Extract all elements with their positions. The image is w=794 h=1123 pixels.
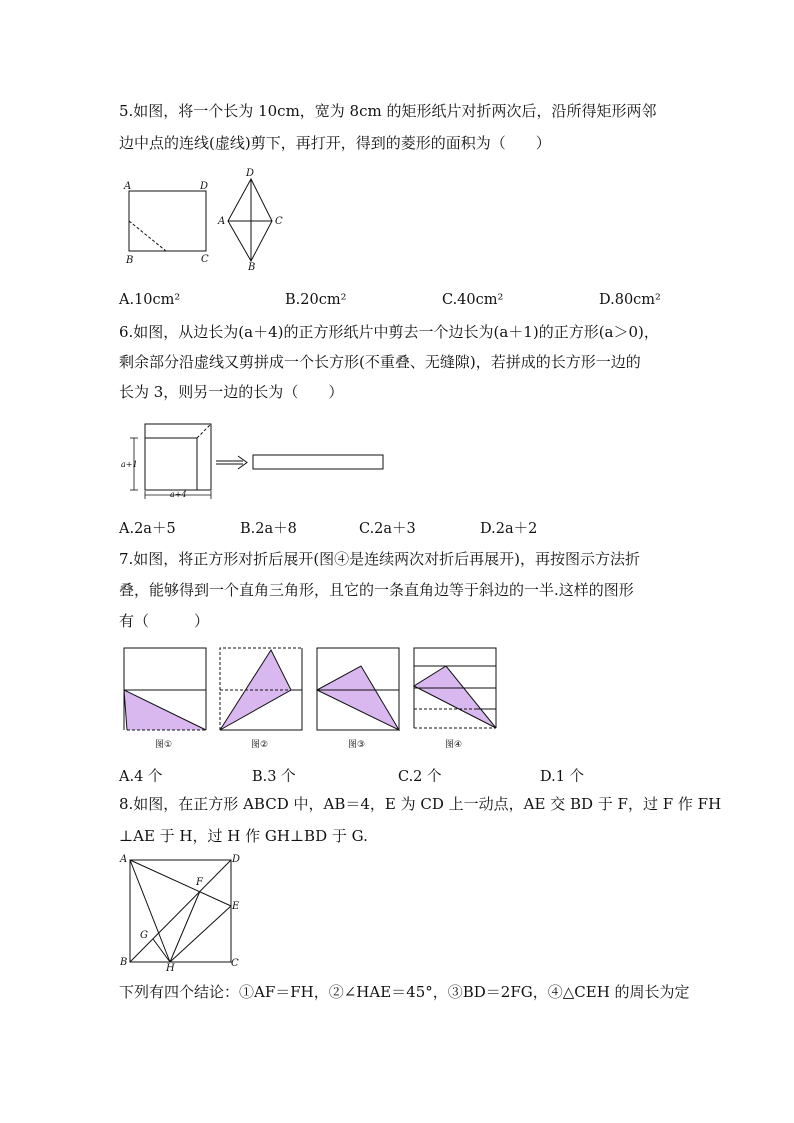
q5-rhombus-label-c: C	[275, 216, 283, 227]
q8-label-b: B	[120, 957, 128, 968]
q8-text-line2: ⊥AE 于 H，过 H 作 GH⊥BD 于 G.	[119, 827, 368, 845]
q8-text-line1: 8.如图，在正方形 ABCD 中，AB＝4，E 为 CD 上一动点，AE 交 BD 于 F，过 F 作 FH	[119, 795, 722, 813]
q7-text-line3: 有（ ）	[119, 612, 210, 630]
q5-option-b[interactable]: B.20cm²	[285, 292, 347, 308]
q7-figure-1	[124, 648, 210, 753]
q7-option-d[interactable]: D.1 个	[540, 769, 585, 785]
q5-rhombus-label-d: D	[246, 168, 255, 179]
q6-option-b[interactable]: B.2a＋8	[240, 521, 297, 537]
q5-option-d[interactable]: D.80cm²	[599, 292, 661, 308]
q5-rect-label-b: B	[126, 255, 134, 266]
q6-square-figure	[118, 418, 388, 503]
q5-rect-label-d: D	[200, 181, 209, 192]
q6-text-line3: 长为 3，则另一边的长为（ ）	[119, 383, 344, 401]
q8-label-c: C	[231, 958, 239, 969]
q7-option-c[interactable]: C.2 个	[398, 769, 442, 785]
q7-option-b[interactable]: B.3 个	[252, 769, 296, 785]
q8-label-e: E	[232, 901, 240, 912]
q6-option-c[interactable]: C.2a＋3	[359, 521, 416, 537]
q6-text-line2: 剩余部分沿虚线又剪拼成一个长方形(不重叠、无缝隙)，若拼成的长方形一边的	[119, 353, 641, 371]
q5-option-a[interactable]: A.10cm²	[119, 292, 181, 308]
q7-figure-3	[317, 648, 403, 753]
q8-label-g: G	[140, 930, 148, 941]
q7-caption-4: 图④	[445, 740, 463, 750]
q8-label-a: A	[120, 854, 128, 865]
q7-figure-4	[414, 648, 500, 753]
q8-label-h: H	[166, 963, 175, 974]
q5-rhombus-label-b: B	[248, 262, 256, 273]
q7-caption-1: 图①	[155, 740, 173, 750]
q5-rhombus-label-a: A	[218, 216, 226, 227]
q5-option-c[interactable]: C.40cm²	[442, 292, 504, 308]
q8-text-line3: 下列有四个结论：①AF＝FH，②∠HAE＝45°，③BD＝2FG，④△CEH 的周长为定	[119, 983, 690, 1001]
q5-text-line1: 5.如图，将一个长为 10cm，宽为 8cm 的矩形纸片对折两次后，沿所得矩形两邻	[119, 102, 657, 120]
q6-option-d[interactable]: D.2a＋2	[480, 521, 538, 537]
q6-text-line1: 6.如图，从边长为(a＋4)的正方形纸片中剪去一个边长为(a＋1)的正方形(a＞0)，	[119, 323, 659, 341]
q6-label-bottom: a+4	[170, 490, 187, 499]
q5-rect-label-a: A	[124, 181, 132, 192]
q6-option-a[interactable]: A.2a＋5	[119, 521, 176, 537]
q5-rhombus-figure	[216, 166, 286, 271]
q7-figure-2	[220, 648, 306, 753]
q5-rectangle-figure	[118, 178, 218, 268]
q6-label-side: a+1	[121, 460, 138, 469]
q7-caption-2: 图②	[251, 740, 269, 750]
q7-text-line2: 叠，能够得到一个直角三角形，且它的一条直角边等于斜边的一半.这样的图形	[119, 581, 634, 599]
q7-caption-3: 图③	[348, 740, 366, 750]
q7-text-line1: 7.如图，将正方形对折后展开(图④是连续两次对折后再展开)，再按图示方法折	[119, 550, 641, 568]
q8-square-figure	[118, 852, 248, 972]
q5-rect-label-c: C	[201, 254, 209, 265]
q7-option-a[interactable]: A.4 个	[119, 769, 163, 785]
q5-text-line2: 边中点的连线(虚线)剪下，再打开，得到的菱形的面积为（ ）	[119, 134, 551, 152]
q8-label-f: F	[196, 877, 203, 888]
q8-label-d: D	[232, 854, 241, 865]
